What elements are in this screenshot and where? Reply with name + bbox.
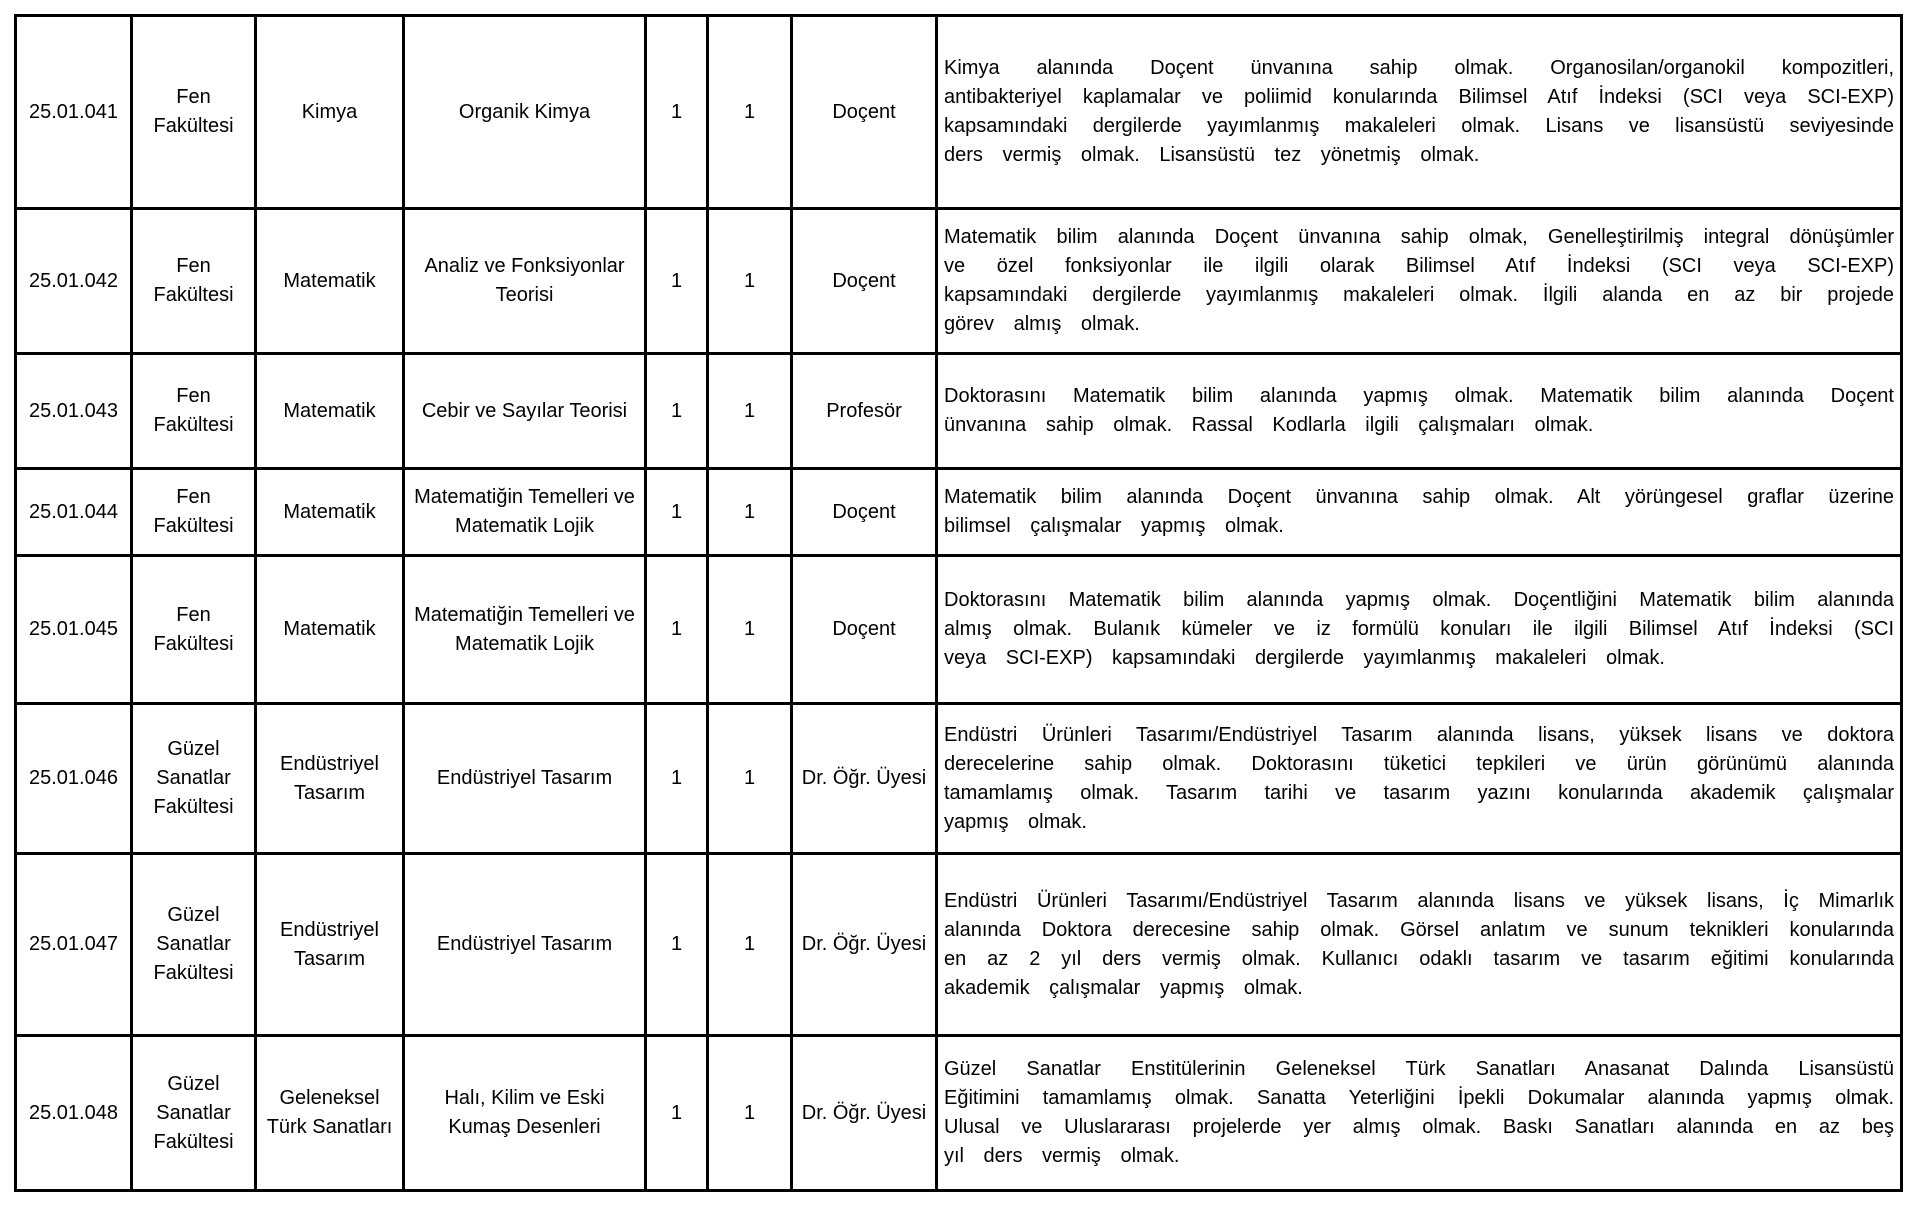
count-b-cell: 1 [708,854,792,1036]
department-cell: Geleneksel Türk Sanatları [256,1036,404,1191]
program-cell: Halı, Kilim ve Eski Kumaş Desenleri [404,1036,646,1191]
table-row [16,854,1902,1036]
requirements-cell: Güzel Sanatlar Enstitülerinin Geleneksel Türk Sanatları Anasanat Dalında Lisansüstü Eğitimini tamamlamış olmak. Sanatta Yeterliğini İpekli Dokumalar alanında yapmış olmak. Ulusal ve Uluslararası projelerde yer almış olmak. Baskı Sanatları alanında en az beş yıl ders vermiş olmak. [937,1036,1902,1191]
count-b-cell: 1 [708,469,792,556]
title-cell: Dr. Öğr. Üyesi [792,854,937,1036]
code-cell: 25.01.041 [16,16,132,209]
faculty-cell: Güzel Sanatlar Fakültesi [132,1036,256,1191]
requirements-cell: Doktorasını Matematik bilim alanında yapmış olmak. Doçentliğini Matematik bilim alanında almış olmak. Bulanık kümeler ve iz formülü konuları ile ilgili Bilimsel Atıf İndeksi (SCI veya SCI-EXP) kapsamındaki dergilerde yayımlanmış makaleleri olmak. [937,556,1902,704]
count-a-cell: 1 [646,209,708,354]
count-b-cell: 1 [708,704,792,854]
count-a-cell: 1 [646,16,708,209]
table-row [16,469,1902,556]
count-b-cell: 1 [708,556,792,704]
department-cell: Matematik [256,354,404,469]
table-row [16,704,1902,854]
program-cell: Endüstriyel Tasarım [404,854,646,1036]
department-cell: Endüstriyel Tasarım [256,854,404,1036]
faculty-cell: Fen Fakültesi [132,16,256,209]
code-cell: 25.01.042 [16,209,132,354]
requirements-cell: Kimya alanında Doçent ünvanına sahip olmak. Organosilan/organokil kompozitleri, antibakteriyel kaplamalar ve poliimid konularında Bilimsel Atıf İndeksi (SCI veya SCI-EXP) kapsamındaki dergilerde yayımlanmış makaleleri olmak. Lisans ve lisansüstü seviyesinde ders vermiş olmak. Lisansüstü tez yönetmiş olmak. [937,16,1902,209]
title-cell: Profesör [792,354,937,469]
count-b-cell: 1 [708,354,792,469]
code-cell: 25.01.048 [16,1036,132,1191]
code-cell: 25.01.044 [16,469,132,556]
title-cell: Doçent [792,16,937,209]
requirements-cell: Endüstri Ürünleri Tasarımı/Endüstriyel Tasarım alanında lisans, yüksek lisans ve doktora derecelerine sahip olmak. Doktorasını tüketici tepkileri ve ürün görünümü alanında tamamlamış olmak. Tasarım tarihi ve tasarım yazını konularında akademik çalışmalar yapmış olmak. [937,704,1902,854]
table-row [16,209,1902,354]
count-a-cell: 1 [646,704,708,854]
code-cell: 25.01.045 [16,556,132,704]
program-cell: Matematiğin Temelleri ve Matematik Lojik [404,469,646,556]
count-a-cell: 1 [646,556,708,704]
department-cell: Matematik [256,556,404,704]
program-cell: Matematiğin Temelleri ve Matematik Lojik [404,556,646,704]
department-cell: Matematik [256,209,404,354]
code-cell: 25.01.046 [16,704,132,854]
count-b-cell: 1 [708,1036,792,1191]
title-cell: Doçent [792,469,937,556]
department-cell: Matematik [256,469,404,556]
count-a-cell: 1 [646,354,708,469]
table-row [16,556,1902,704]
requirements-cell: Matematik bilim alanında Doçent ünvanına sahip olmak. Alt yörüngesel graflar üzerine bilimsel çalışmalar yapmış olmak. [937,469,1902,556]
program-cell: Cebir ve Sayılar Teorisi [404,354,646,469]
title-cell: Doçent [792,556,937,704]
table-row [16,1036,1902,1191]
title-cell: Doçent [792,209,937,354]
title-cell: Dr. Öğr. Üyesi [792,704,937,854]
requirements-cell: Endüstri Ürünleri Tasarımı/Endüstriyel Tasarım alanında lisans ve yüksek lisans, İç Mimarlık alanında Doktora derecesine sahip olmak. Görsel anlatım ve sunum teknikleri konularında en az 2 yıl ders vermiş olmak. Kullanıcı odaklı tasarım ve tasarım eğitimi konularında akademik çalışmalar yapmış olmak. [937,854,1902,1036]
count-a-cell: 1 [646,469,708,556]
count-a-cell: 1 [646,1036,708,1191]
count-b-cell: 1 [708,209,792,354]
program-cell: Analiz ve Fonksiyonlar Teorisi [404,209,646,354]
faculty-cell: Güzel Sanatlar Fakültesi [132,704,256,854]
requirements-cell: Doktorasını Matematik bilim alanında yapmış olmak. Matematik bilim alanında Doçent ünvanına sahip olmak. Rassal Kodlarla ilgili çalışmaları olmak. [937,354,1902,469]
faculty-cell: Fen Fakültesi [132,556,256,704]
requirements-cell: Matematik bilim alanında Doçent ünvanına sahip olmak, Genelleştirilmiş integral dönüşümler ve özel fonksiyonlar ile ilgili olarak Bilimsel Atıf İndeksi (SCI veya SCI-EXP) kapsamındaki dergilerde yayımlanmış makaleleri olmak. İlgili alanda en az bir projede görev almış olmak. [937,209,1902,354]
table-row [16,354,1902,469]
faculty-cell: Fen Fakültesi [132,469,256,556]
faculty-cell: Güzel Sanatlar Fakültesi [132,854,256,1036]
code-cell: 25.01.047 [16,854,132,1036]
department-cell: Endüstriyel Tasarım [256,704,404,854]
program-cell: Organik Kimya [404,16,646,209]
count-a-cell: 1 [646,854,708,1036]
table-row [16,16,1902,209]
faculty-cell: Fen Fakültesi [132,209,256,354]
faculty-cell: Fen Fakültesi [132,354,256,469]
academic-positions-table [14,14,1903,1192]
code-cell: 25.01.043 [16,354,132,469]
title-cell: Dr. Öğr. Üyesi [792,1036,937,1191]
department-cell: Kimya [256,16,404,209]
count-b-cell: 1 [708,16,792,209]
program-cell: Endüstriyel Tasarım [404,704,646,854]
